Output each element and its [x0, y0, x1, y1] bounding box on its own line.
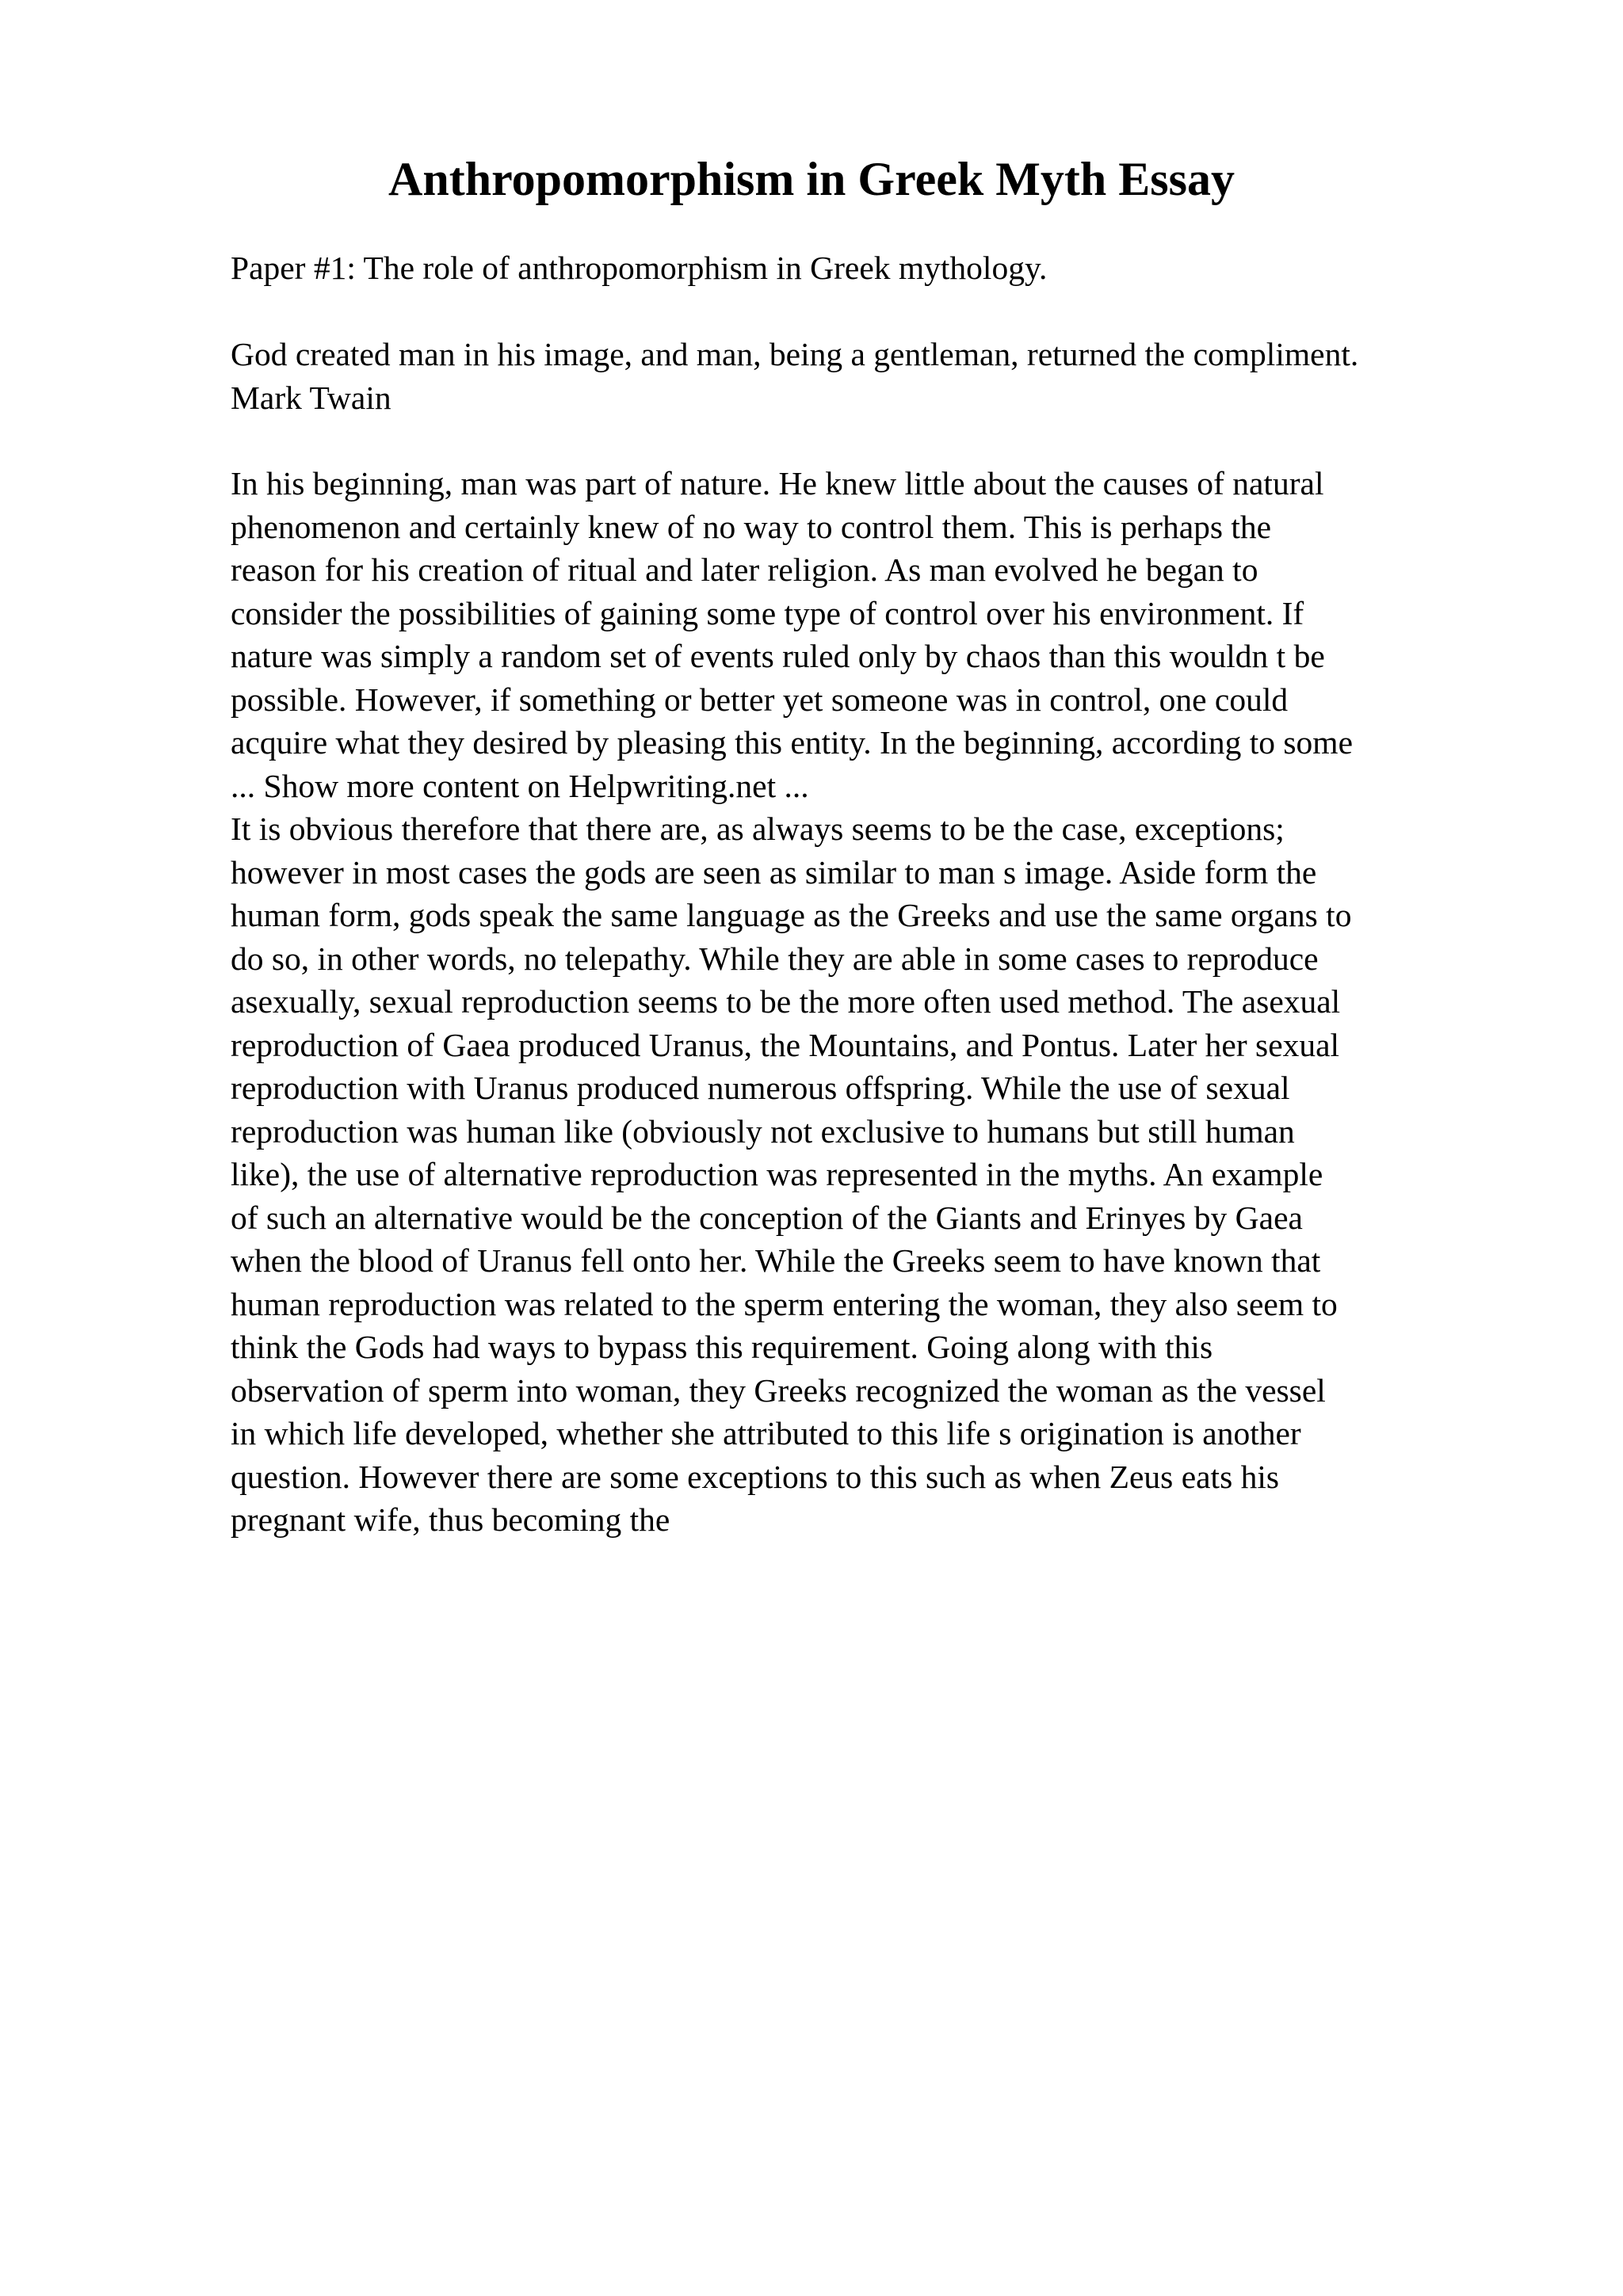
- body-line: reproduction of Gaea produced Uranus, the Mountains, and Pontus. Later her sexual: [231, 1026, 1340, 1063]
- body-line: possible. However, if something or better yet someone was in control, one could: [231, 681, 1289, 718]
- body-line: pregnant wife, thus becoming the: [231, 1501, 670, 1538]
- quote-line: God created man in his image, and man, being a gentleman, returned the compliment.: [231, 336, 1359, 372]
- subtitle-line: Paper #1: The role of anthropomorphism in Greek mythology.: [231, 250, 1048, 286]
- body-line: In his beginning, man was part of nature. He knew little about the causes of natural: [231, 465, 1324, 502]
- show-more-line: ... Show more content on Helpwriting.net ...: [231, 767, 809, 804]
- body-line: do so, in other words, no telepathy. While they are able in some cases to reproduce: [231, 940, 1319, 977]
- body-line: reproduction was human like (obviously not exclusive to humans but still human: [231, 1112, 1295, 1150]
- paper-subtitle: [231, 246, 1546, 290]
- epigraph-quote: [231, 333, 1546, 419]
- body-line: nature was simply a random set of events ruled only by chaos than this wouldn t be: [231, 638, 1325, 674]
- body-line: reproduction with Uranus produced numerous offspring. While the use of sexual: [231, 1070, 1290, 1106]
- body-line: consider the possibilities of gaining some type of control over his environment. If: [231, 594, 1304, 631]
- body-line: human reproduction was related to the sperm entering the woman, they also seem to: [231, 1285, 1338, 1322]
- body-line: It is obvious therefore that there are, as always seems to be the case, exceptions;: [231, 810, 1285, 847]
- body-line: observation of sperm into woman, they Greeks recognized the woman as the vessel: [231, 1371, 1326, 1409]
- body-line: acquire what they desired by pleasing this entity. In the beginning, according to some: [231, 724, 1354, 761]
- essay-body: [231, 462, 1546, 1542]
- body-line: question. However there are some exceptions to this such as when Zeus eats his: [231, 1458, 1280, 1495]
- body-line: of such an alternative would be the conception of the Giants and Erinyes by Gaea: [231, 1199, 1303, 1236]
- body-line: human form, gods speak the same language as the Greeks and use the same organs to: [231, 897, 1352, 933]
- body-line: like), the use of alternative reproduction was represented in the myths. An example: [231, 1156, 1323, 1192]
- quote-attribution: Mark Twain: [231, 379, 391, 416]
- body-line: however in most cases the gods are seen as similar to man s image. Aside form the: [231, 853, 1317, 891]
- body-line: phenomenon and certainly knew of no way to control them. This is perhaps the: [231, 508, 1272, 545]
- body-line: asexually, sexual reproduction seems to be the more often used method. The asexual: [231, 983, 1341, 1020]
- body-line: reason for his creation of ritual and later religion. As man evolved he began to: [231, 551, 1258, 588]
- body-line: in which life developed, whether she attributed to this life s origination is another: [231, 1415, 1301, 1451]
- body-line: when the blood of Uranus fell onto her. While the Greeks seem to have known that: [231, 1242, 1321, 1279]
- document-title: Anthropomorphism in Greek Myth Essay: [388, 153, 1235, 205]
- body-line: think the Gods had ways to bypass this requirement. Going along with this: [231, 1329, 1213, 1365]
